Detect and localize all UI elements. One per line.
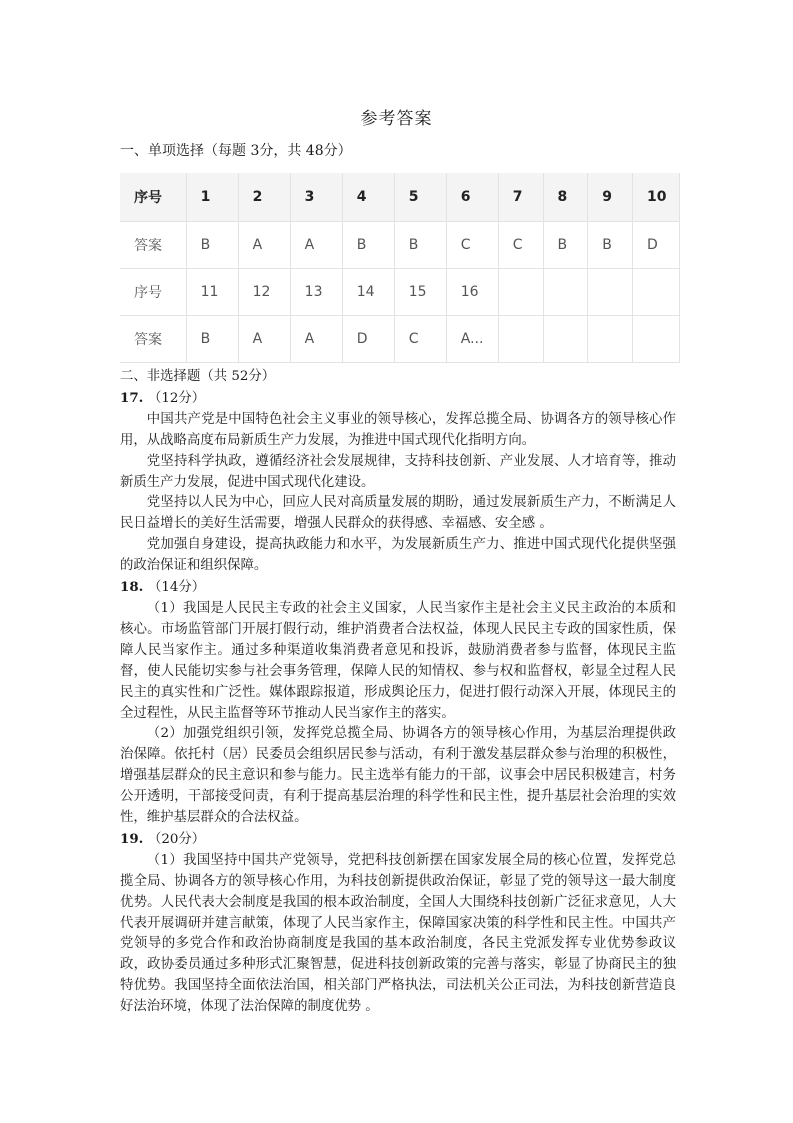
- table-row: [120, 316, 680, 363]
- q17-para: 党坚持以人民为中心，回应人民对高质量发展的期盼，通过发展新质生产力，不断满足人民日益增长的美好生活需要，增强人民群众的获得感、幸福感、安全感 。: [120, 495, 676, 532]
- table-cell: B: [588, 222, 633, 269]
- q17-header: [120, 388, 676, 410]
- table-cell: 5: [394, 173, 446, 222]
- table-cell: 16: [446, 269, 498, 316]
- table-row: [120, 269, 680, 316]
- section1-heading: 一、单项选择（每题 3分，共 48分）: [120, 143, 352, 159]
- q18-para: （1）我国是人民民主专政的社会主义国家，人民当家作主是社会主义民主政治的本质和核心。市场监管部门开展打假行动，维护消费者合法权益，体现人民民主专政的国家性质，保障人民当家作主。通过多种渠道收集消费者意见和投诉，鼓励消费者参与监督，体现民主监督，使人民能切实参与社会事务管理，保障人民的知情权、参与权和监督权，彰显全过程人民民主的真实性和广泛性。媒体跟踪报道，形成舆论压力，促进打假行动深入开展，体现民主的全过程性，从民主监督等环节推动人民当家作主的落实。: [120, 600, 676, 721]
- q17-para: 中国共产党是中国特色社会主义事业的领导核心，发挥总揽全局、协调各方的领导核心作用，从战略高度布局新质生产力发展，为推进中国式现代化指明方向。: [120, 411, 676, 448]
- q18-points: （14分）: [147, 580, 206, 596]
- q17-points: （12分）: [147, 390, 206, 406]
- table-cell: B: [543, 222, 588, 269]
- table-cell: C: [394, 316, 446, 363]
- table-cell: D: [342, 316, 394, 363]
- table-cell: 11: [186, 269, 238, 316]
- table-cell: 13: [290, 269, 342, 316]
- table-cell: 3: [290, 173, 342, 222]
- table-cell: 12: [238, 269, 290, 316]
- table-cell: [543, 269, 588, 316]
- table-cell: A...: [446, 316, 498, 363]
- table-cell: [633, 316, 680, 363]
- table-row-label: 答案: [120, 222, 186, 269]
- table-row-label: 序号: [120, 269, 186, 316]
- answer-table-container[interactable]: [120, 173, 667, 359]
- table-cell: 7: [498, 173, 543, 222]
- answer-table: [120, 173, 680, 363]
- table-cell: C: [446, 222, 498, 269]
- table-cell: D: [633, 222, 680, 269]
- table-cell: 14: [342, 269, 394, 316]
- table-cell: 6: [446, 173, 498, 222]
- q17-para: 党坚持科学执政，遵循经济社会发展规律，支持科技创新、产业发展、人才培育等，推动新质生产力发展，促进中国式现代化建设。: [120, 453, 676, 490]
- table-row: [120, 173, 680, 222]
- table-cell: 8: [543, 173, 588, 222]
- page-title: 参考答案: [360, 109, 433, 129]
- table-cell: [543, 316, 588, 363]
- table-cell: B: [394, 222, 446, 269]
- table-cell: A: [290, 222, 342, 269]
- q19-para: （1）我国坚持中国共产党领导，党把科技创新摆在国家发展全局的核心位置，发挥党总揽全局、协调各方的领导核心作用，为科技创新提供政治保证，彰显了党的领导这一最大制度优势。人民代表大会制度是我国的根本政治制度，全国人大围绕科技创新广泛征求意见，人大代表开展调研并建言献策，体现了人民当家作主，保障国家决策的科学性和民主性。中国共产党领导的多党合作和政治协商制度是我国的基本政治制度，各民主党派发挥专业优势参政议政，政协委员通过多种形式汇聚智慧，促进科技创新政策的完善与落实，彰显了协商民主的独特优势。我国坚持全面依法治国，相关部门严格执法，司法机关公正司法，为科技创新营造良好法治环境，体现了法治保障的制度优势 。: [120, 852, 676, 1015]
- table-cell: [588, 316, 633, 363]
- table-cell: 10: [633, 173, 680, 222]
- q17-para: 党加强自身建设，提高执政能力和水平，为发展新质生产力、推进中国式现代化提供坚强的政治保证和组织保障。: [120, 537, 676, 574]
- table-cell: A: [290, 316, 342, 363]
- table-row: [120, 222, 680, 269]
- q19-points: （20分）: [147, 831, 206, 847]
- table-cell: B: [342, 222, 394, 269]
- table-cell: [633, 269, 680, 316]
- q18-header: [120, 577, 676, 599]
- table-cell: 4: [342, 173, 394, 222]
- table-cell: A: [238, 316, 290, 363]
- table-cell: 2: [238, 173, 290, 222]
- table-cell: 15: [394, 269, 446, 316]
- q19-number: 19.: [120, 830, 144, 847]
- table-cell: B: [186, 222, 238, 269]
- table-row-label: 答案: [120, 316, 186, 363]
- table-cell: [498, 269, 543, 316]
- q19-header: [120, 829, 676, 851]
- table-cell: 1: [186, 173, 238, 222]
- table-cell: B: [186, 316, 238, 363]
- table-cell: A: [238, 222, 290, 269]
- table-row-label: 序号: [120, 173, 186, 222]
- q18-para: （2）加强党组织引领，发挥党总揽全局、协调各方的领导核心作用，为基层治理提供政治保障。依托村（居）民委员会组织居民参与活动，有利于激发基层群众参与治理的积极性，增强基层群众的民主意识和参与能力。民主选举有能力的干部，议事会中居民积极建言，村务公开透明，干部接受问责，有利于提高基层治理的科学性和民主性，提升基层社会治理的实效性，维护基层群众的合法权益。: [120, 726, 676, 826]
- table-cell: [588, 269, 633, 316]
- q17-number: 17.: [120, 389, 144, 406]
- table-cell: 9: [588, 173, 633, 222]
- section2-heading: 二、非选择题（共 52分）: [120, 369, 276, 384]
- section2: [120, 367, 676, 1018]
- table-cell: C: [498, 222, 543, 269]
- table-cell: [498, 316, 543, 363]
- q18-number: 18.: [120, 579, 144, 596]
